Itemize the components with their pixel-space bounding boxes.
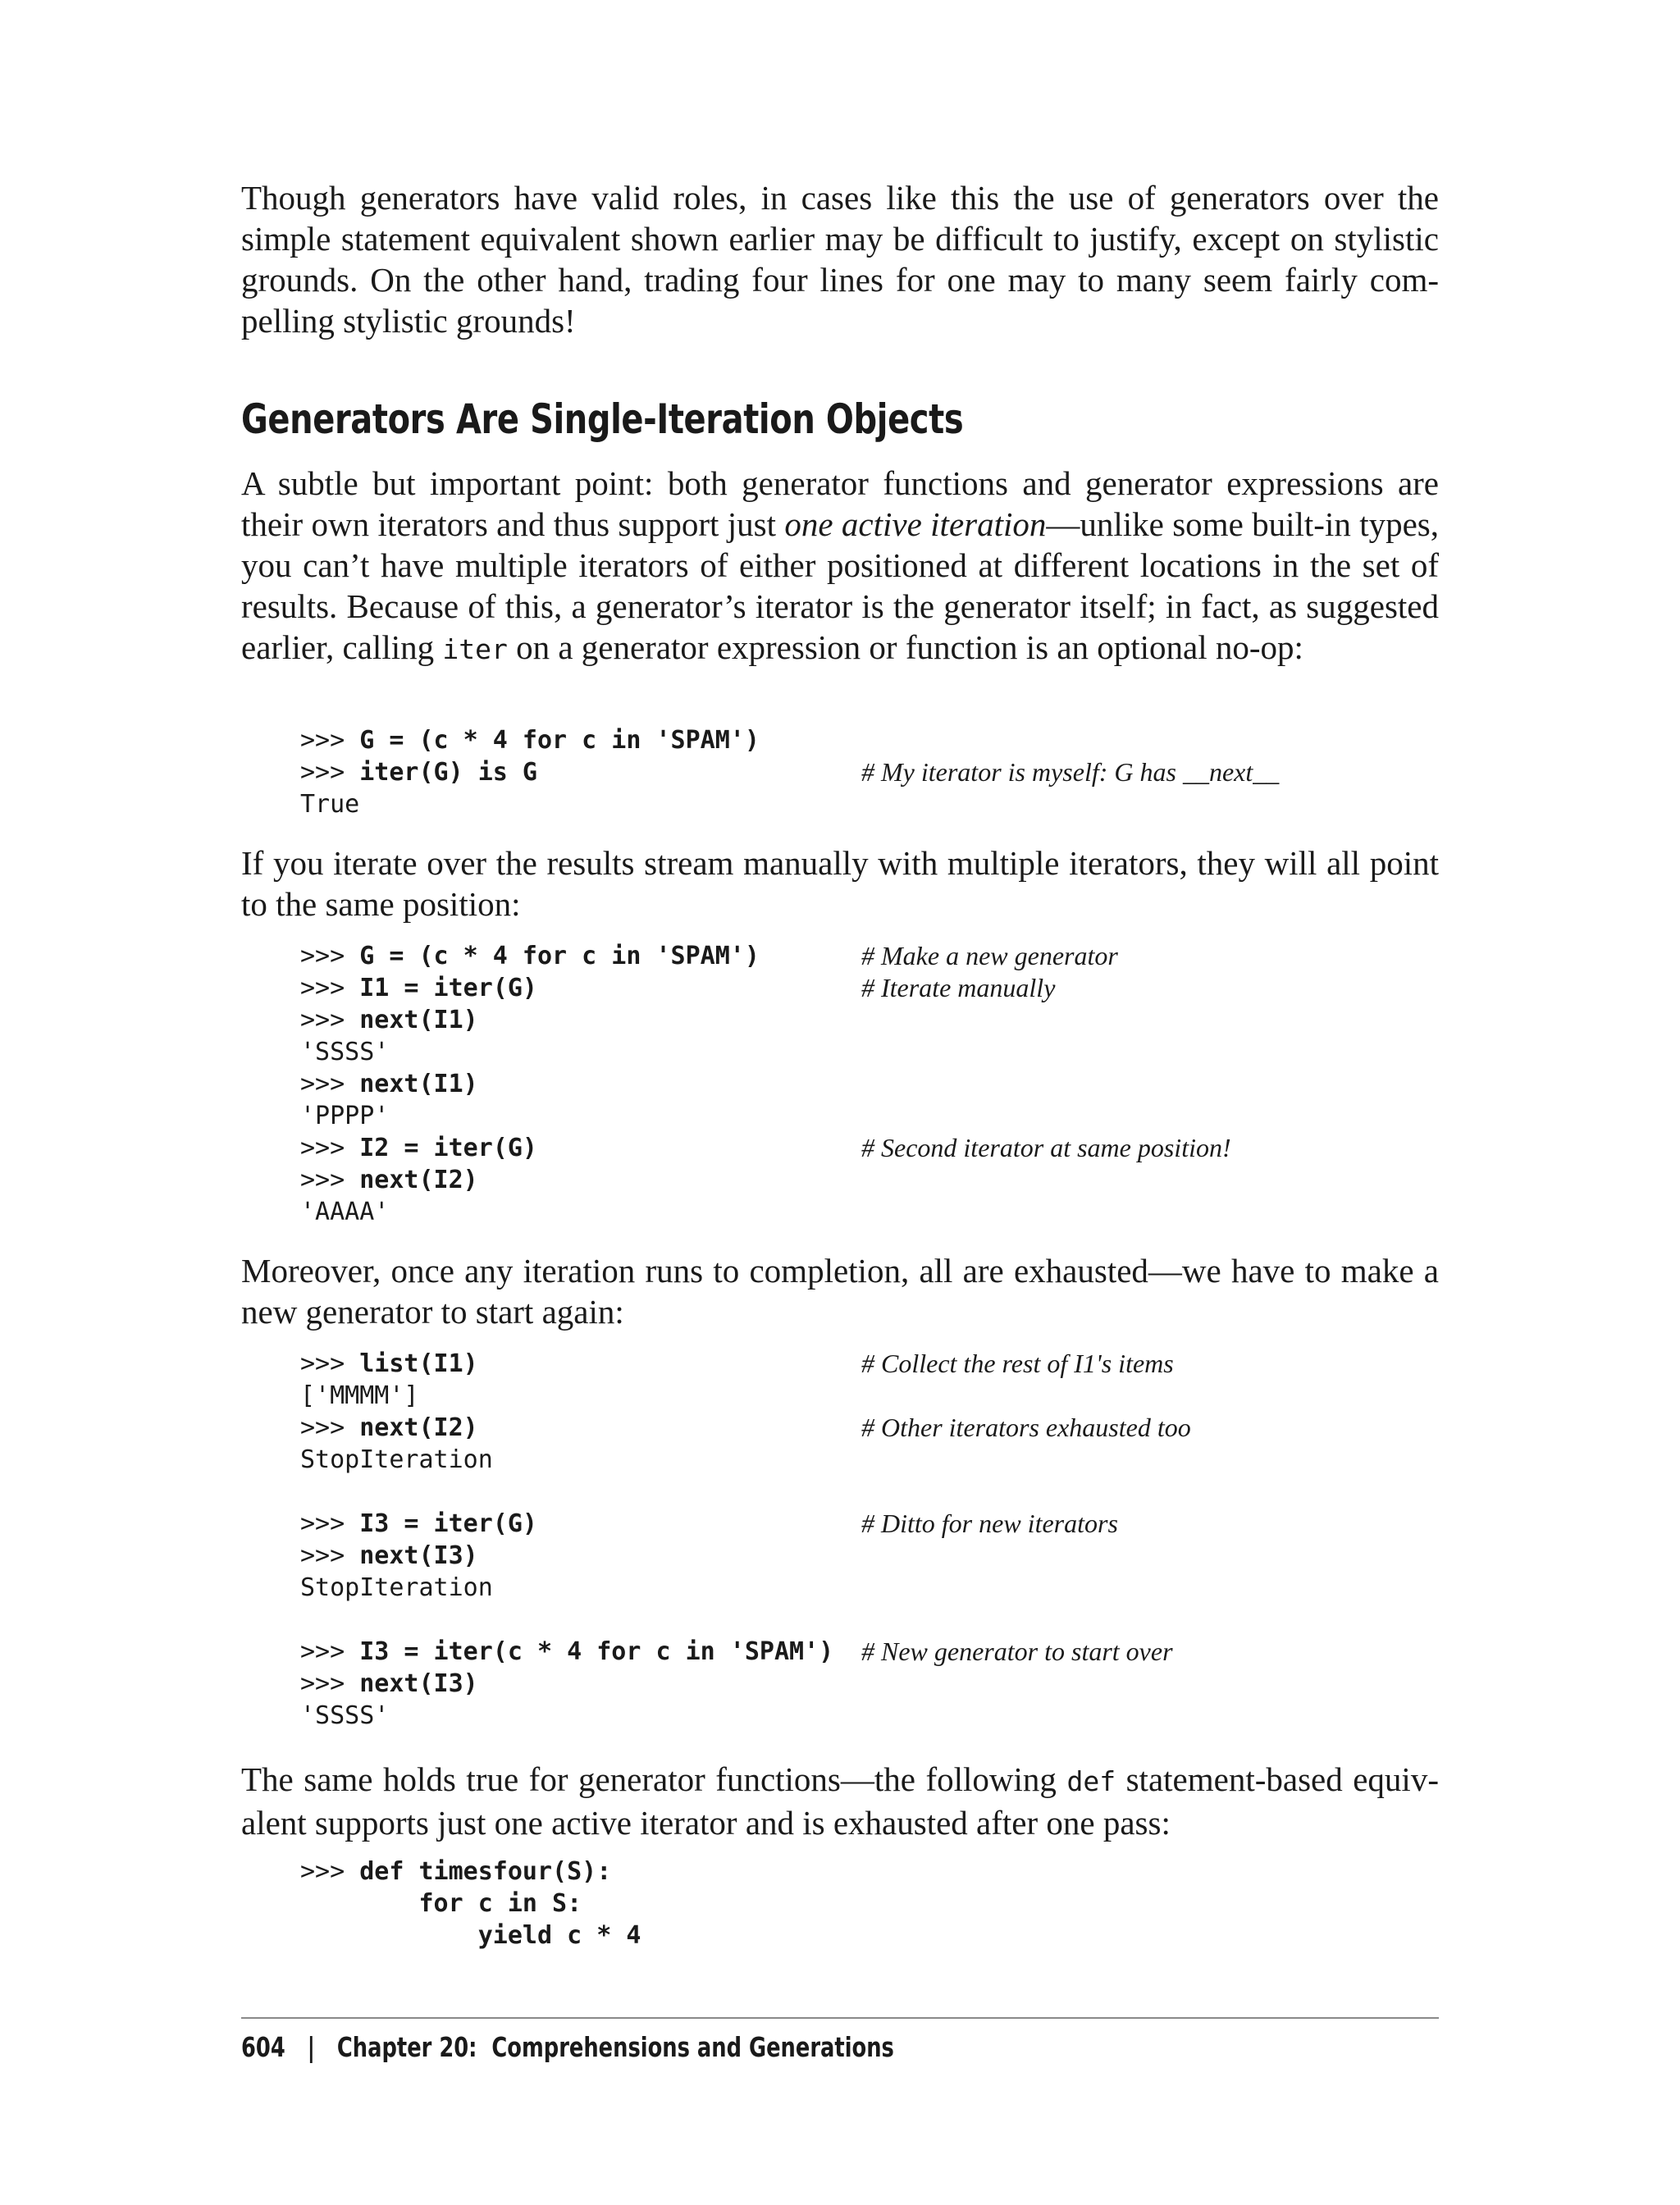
inline-code-iter: iter: [442, 633, 508, 665]
code-text: [300, 1196, 389, 1228]
code-text: [300, 1700, 389, 1732]
footer-rule: [241, 2017, 1439, 2019]
code-text: [300, 788, 359, 820]
code-input: next(I3): [359, 1669, 478, 1698]
code-output: 'SSSS': [300, 1701, 390, 1730]
code-input: next(I2): [359, 1413, 478, 1442]
code-block-1: [300, 724, 1490, 820]
inline-code-def: def: [1066, 1765, 1116, 1797]
intro-paragraph: Though generators have valid roles, in cases like this the use of generators over the simple statement equivalent shown earlier may be difficult to justify, except on stylistic grounds. On the other hand, trading four lines for one may to many seem fairly compelling stylistic grounds!: [241, 179, 1439, 340]
code-input: I3 = iter(G): [359, 1509, 537, 1538]
code-comment: # Second iterator at same position!: [861, 1133, 1231, 1162]
code-prompt: >>>: [300, 758, 360, 787]
code-text: [300, 1068, 478, 1100]
code-comment: # Iterate manually: [861, 973, 1056, 1002]
code-comment: # Ditto for new iterators: [861, 1509, 1118, 1538]
code-block-4: [300, 1856, 1490, 1952]
code-line: [300, 1036, 1490, 1068]
code-line: [300, 1100, 1490, 1132]
code-text: [300, 1036, 389, 1068]
code-text: [300, 940, 760, 972]
footer-separator-bar: |: [307, 2031, 316, 2063]
code-prompt: >>>: [300, 1541, 360, 1570]
code-output: StopIteration: [300, 1573, 493, 1602]
code-line: [300, 756, 1490, 788]
code-text: [300, 1444, 493, 1476]
code-input: iter(G) is G: [359, 758, 537, 787]
code-line: [300, 724, 1490, 756]
paragraph-4: The same holds true for generator functions—the following def statement-based equivalent supports just one active iterator and is exhausted after one pass:: [241, 1760, 1439, 1842]
code-output: 'AAAA': [300, 1198, 390, 1226]
paragraph-1: A subtle but important point: both generator functions and generator expressions are their own iterators and thus support just one active iteration—unlike some built-in types, you can’t have multiple iterators of either positioned at different locations in the set of results. Because of this, a generator’s iterator is the generator itself; in fact, as suggested earlier, calling iter on a generator expression or function is an optional no-op:: [241, 464, 1440, 666]
paragraph-2: If you iterate over the results stream manually with multiple iterators, they will all point to the same position:: [241, 844, 1439, 923]
code-line: [300, 788, 1490, 820]
code-prompt: >>>: [300, 726, 360, 755]
code-line: [300, 1164, 1490, 1196]
code-output: ['MMMM']: [300, 1381, 419, 1410]
code-line: [300, 1196, 1490, 1228]
code-text: [300, 1636, 833, 1668]
code-line: [300, 1444, 1490, 1476]
code-comment: # My iterator is myself: G has __next__: [861, 757, 1280, 787]
code-line: [300, 1572, 1490, 1604]
code-line: [300, 1004, 1490, 1036]
code-text: [300, 972, 537, 1004]
code-output: 'PPPP': [300, 1102, 390, 1130]
code-line: [300, 1348, 1490, 1380]
code-prompt: >>>: [300, 1413, 360, 1442]
code-prompt: >>>: [300, 1349, 360, 1378]
page-number: 604: [241, 2031, 285, 2063]
code-line: [300, 1920, 1490, 1952]
footer-separator: [285, 2031, 308, 2063]
code-line: [300, 1380, 1490, 1412]
code-input: next(I1): [359, 1006, 478, 1034]
chapter-title: Chapter 20: Comprehensions and Generations: [336, 2031, 894, 2063]
code-output: StopIteration: [300, 1445, 493, 1474]
code-text: [300, 724, 760, 756]
code-prompt: [300, 1889, 419, 1918]
code-prompt: [300, 1921, 478, 1950]
code-block-3: [300, 1348, 1490, 1732]
code-block-2: [300, 940, 1490, 1228]
code-comment: # Collect the rest of I1's items: [861, 1349, 1174, 1378]
code-text: [300, 1380, 419, 1412]
code-prompt: >>>: [300, 1669, 360, 1698]
code-text: [300, 1004, 478, 1036]
code-line: [300, 1700, 1490, 1732]
paragraph-3: Moreover, once any iteration runs to completion, all are exhausted—we have to make a new generator to start again:: [241, 1252, 1439, 1331]
section-heading: Generators Are Single-Iteration Objects: [241, 395, 964, 443]
code-prompt: >>>: [300, 1166, 360, 1194]
code-prompt: >>>: [300, 1070, 360, 1098]
code-text: [300, 1412, 478, 1444]
code-text: [300, 1540, 478, 1572]
code-input: next(I1): [359, 1070, 478, 1098]
code-prompt: >>>: [300, 1134, 360, 1162]
code-line: [300, 972, 1490, 1004]
code-line: [300, 1540, 1490, 1572]
code-input: list(I1): [359, 1349, 478, 1378]
code-prompt: >>>: [300, 1006, 360, 1034]
code-input: G = (c * 4 for c in 'SPAM'): [359, 942, 760, 970]
code-line: [300, 1132, 1490, 1164]
code-text: [300, 1888, 582, 1920]
code-text: [300, 1572, 493, 1604]
code-comment: # Make a new generator: [861, 941, 1118, 970]
page-footer: [241, 2029, 894, 2066]
code-line: [300, 1636, 1490, 1668]
code-input: I3 = iter(c * 4 for c in 'SPAM'): [359, 1637, 834, 1666]
code-line: [300, 1412, 1490, 1444]
code-blank-line: [300, 1604, 1490, 1636]
code-input: for c in S:: [418, 1889, 582, 1918]
code-text: [300, 1920, 641, 1952]
code-text: [300, 1856, 611, 1888]
code-text: [300, 1164, 478, 1196]
code-input: next(I3): [359, 1541, 478, 1570]
code-prompt: >>>: [300, 974, 360, 1002]
code-output: True: [300, 790, 360, 819]
code-prompt: >>>: [300, 1857, 360, 1886]
code-text: [300, 1100, 389, 1132]
code-text: [300, 1508, 537, 1540]
code-text: [300, 1132, 537, 1164]
code-line: [300, 1068, 1490, 1100]
code-input: next(I2): [359, 1166, 478, 1194]
code-input: I2 = iter(G): [359, 1134, 537, 1162]
code-text: [300, 756, 537, 788]
code-comment: # Other iterators exhausted too: [861, 1413, 1191, 1442]
code-line: [300, 1888, 1490, 1920]
code-blank-line: [300, 1476, 1490, 1508]
code-prompt: >>>: [300, 1509, 360, 1538]
emphasis-term: one active iteration: [784, 505, 1047, 543]
code-output: 'SSSS': [300, 1038, 390, 1066]
code-comment: # New generator to start over: [861, 1637, 1173, 1666]
code-line: [300, 1668, 1490, 1700]
code-line: [300, 940, 1490, 972]
code-prompt: >>>: [300, 942, 360, 970]
code-text: [300, 1668, 478, 1700]
code-input: I1 = iter(G): [359, 974, 537, 1002]
code-input: G = (c * 4 for c in 'SPAM'): [359, 726, 760, 755]
code-input: def timesfour(S):: [359, 1857, 612, 1886]
code-line: [300, 1508, 1490, 1540]
code-prompt: >>>: [300, 1637, 360, 1666]
code-text: [300, 1348, 478, 1380]
code-line: [300, 1856, 1490, 1888]
code-input: yield c * 4: [477, 1921, 641, 1950]
